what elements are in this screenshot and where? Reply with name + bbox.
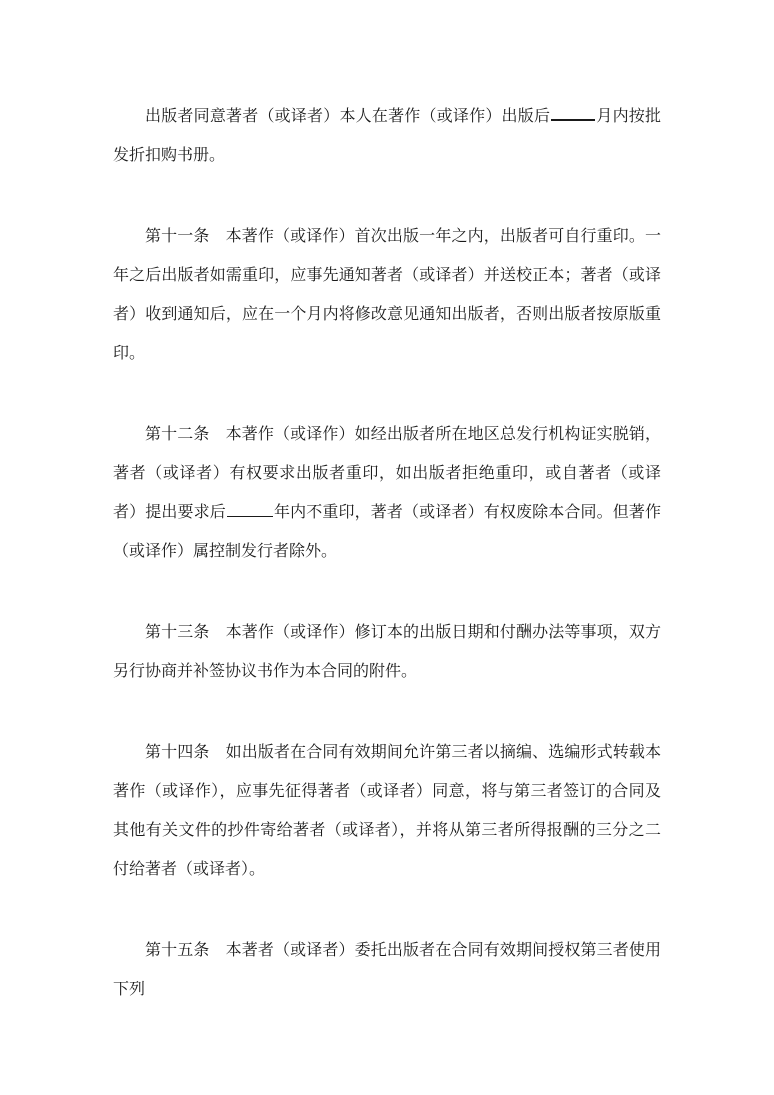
paragraph-article-11: 第十一条 本著作（或译作）首次出版一年之内，出版者可自行重印。一年之后出版者如需重印，应事先通知著者（或译者）并送校正本；著者（或译者）收到通知后，应在一个月内将修改意见通知出版者，否则出版者按原版重印。 [113,226,661,362]
paragraph-gap [113,372,661,414]
paragraph-article-15: 第十五条 本著者（或译者）委托出版者在合同有效期间授权第三者使用下列 [113,940,661,998]
paragraph-gap [113,570,661,612]
paragraph-article-14: 第十四条 如出版者在合同有效期间允许第三者以摘编、选编形式转载本著作（或译作），应事先征得著者（或译者）同意，将与第三者签订的合同及其他有关文件的抄件寄给著者（或译者），并将从第三者所得报酬的三分之二付给著者（或译者）。 [113,742,661,878]
paragraph-text: 第十二条 本著作（或译作）如经出版者所在地区总发行机构证实脱销，著者（或译者）有权要求出版者重印，如出版者拒绝重印，或自著者（或译者）提出要求后 [113,424,661,521]
paragraph-gap [113,888,661,930]
document-page [113,96,661,1008]
paragraph-gap [113,690,661,732]
paragraph-discount-purchase [113,96,661,174]
paragraph-article-13: 第十三条 本著作（或译作）修订本的出版日期和付酬办法等事项，双方另行协商并补签协议书作为本合同的附件。 [113,622,661,680]
paragraph-text: 月内按批发折扣购书册。 [113,106,661,164]
blank-months [551,101,595,121]
blank-years [227,498,273,517]
paragraph-gap [113,174,661,216]
paragraph-text: 年内不重印，著者（或译者）有权废除本合同。但著作（或译作）属控制发行者除外。 [113,502,661,560]
paragraph-text: 出版者同意著者（或译者）本人在著作（或译作）出版后 [145,106,551,125]
paragraph-article-12 [113,414,661,570]
